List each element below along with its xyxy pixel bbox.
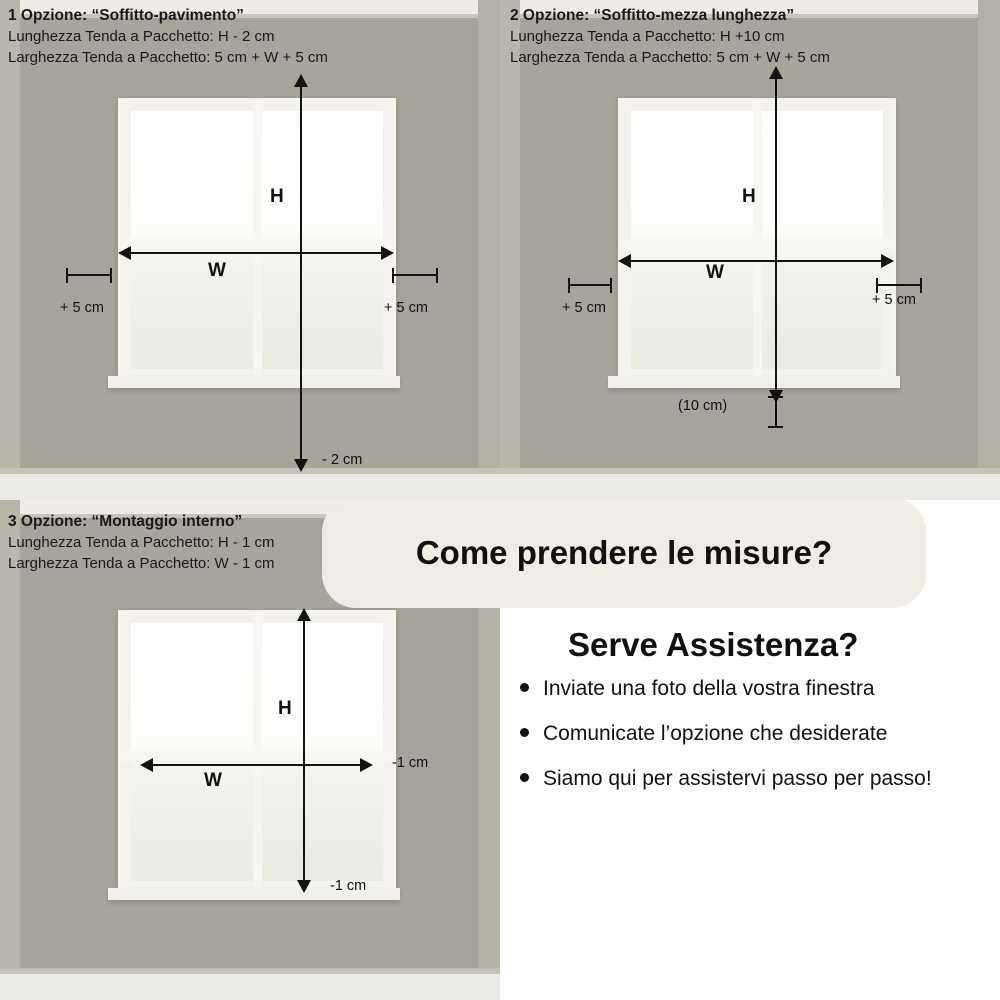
bullet-dot-icon: [520, 773, 529, 782]
p2-right-ext-line: [878, 284, 920, 286]
p1-bottom-ext-label: - 2 cm: [322, 452, 363, 468]
p3-w-line: [150, 764, 362, 766]
p2-w-label: W: [706, 262, 724, 283]
p1-left-ext-label: + 5 cm: [60, 300, 104, 316]
bullet-dot-icon: [520, 683, 529, 692]
p1-w-line: [128, 252, 384, 254]
p2-w-line: [628, 260, 884, 262]
panel-2-title: 2 Opzione: “Soffitto-mezza lunghezza”: [510, 7, 795, 24]
assistance-heading: Serve Assistenza?: [568, 626, 859, 663]
p1-h-arrow-bottom: [294, 459, 308, 472]
list-item-text: Inviate una foto della vostra finestra: [543, 677, 875, 700]
p1-h-line: [300, 84, 302, 462]
window-frame: [118, 610, 396, 894]
p2-right-ext-label: + 5 cm: [872, 292, 916, 308]
measure-question-text: Come prendere le misure?: [415, 534, 833, 571]
p2-right-ext-tick-outer: [920, 278, 922, 293]
baseboard: [0, 474, 500, 500]
window-frame: [118, 98, 396, 382]
assistance-bullet-list: [512, 672, 992, 807]
panel-3-length-line: Lunghezza Tenda a Pacchetto: H - 1 cm: [8, 534, 275, 551]
p3-w-label: W: [204, 770, 222, 791]
wall-right-return: [978, 0, 1000, 500]
p2-bottom-ext-label: (10 cm): [678, 398, 728, 414]
p2-h-line: [775, 76, 777, 392]
panel-2-caption: [510, 6, 996, 68]
window-mullion-horizontal: [621, 239, 893, 250]
panel-1-title: 1 Opzione: “Soffitto-pavimento”: [8, 7, 244, 24]
p3-bottom-ext-label: -1 cm: [330, 878, 367, 894]
p1-w-label: W: [208, 260, 226, 281]
panel-2-length-line: Lunghezza Tenda a Pacchetto: H +10 cm: [510, 28, 785, 45]
baseboard: [0, 974, 500, 1000]
window-mullion-horizontal: [121, 751, 393, 762]
list-item: [512, 672, 992, 705]
p3-right-ext-label: -1 cm: [392, 755, 429, 771]
wall-left-return: [0, 500, 20, 1000]
wall-left-return: [0, 0, 20, 500]
p1-right-ext-label: + 5 cm: [384, 300, 428, 316]
p1-h-label: H: [270, 186, 284, 207]
panel-3-width-line: Larghezza Tenda a Pacchetto: W - 1 cm: [8, 555, 275, 572]
p1-right-ext-tick-outer: [436, 268, 438, 283]
p1-right-ext-line: [394, 274, 436, 276]
list-item: [512, 717, 992, 750]
panel-option-1: [0, 0, 500, 500]
p2-left-ext-tick-inner: [610, 278, 612, 293]
window-sill: [608, 376, 900, 388]
window-mullion-horizontal: [121, 239, 393, 250]
bullet-dot-icon: [520, 728, 529, 737]
wall-right-return: [478, 0, 500, 500]
baseboard: [500, 474, 1000, 500]
p3-h-arrow-bottom: [297, 880, 311, 893]
window-sill: [108, 376, 400, 388]
panel-1-length-line: Lunghezza Tenda a Pacchetto: H - 2 cm: [8, 28, 275, 45]
wall-left-return: [500, 0, 520, 500]
list-item-text: Siamo qui per assistervi passo per passo!: [543, 767, 932, 790]
p3-h-line: [303, 618, 305, 882]
window-frame: [618, 98, 896, 382]
p2-w-arrow-right: [881, 254, 894, 268]
p3-w-arrow-right: [360, 758, 373, 772]
p1-left-ext-line: [68, 274, 110, 276]
p2-bottom-ext-tick-bottom: [768, 426, 783, 428]
panel-1-width-line: Larghezza Tenda a Pacchetto: 5 cm + W + 5 cm: [8, 49, 328, 66]
panel-2-width-line: Larghezza Tenda a Pacchetto: 5 cm + W + 5 cm: [510, 49, 830, 66]
p1-w-arrow-right: [381, 246, 394, 260]
panel-option-2: [500, 0, 1000, 500]
p2-left-ext-line: [570, 284, 612, 286]
p2-h-label: H: [742, 186, 756, 207]
p2-bottom-ext-line: [775, 396, 777, 428]
list-item: [512, 762, 992, 795]
panel-1-caption: [8, 6, 488, 68]
p3-h-label: H: [278, 698, 292, 719]
p2-left-ext-label: + 5 cm: [562, 300, 606, 316]
list-item-text: Comunicate l’opzione che desiderate: [543, 722, 888, 745]
panel-3-title: 3 Opzione: “Montaggio interno”: [8, 513, 243, 530]
measure-question-title: [322, 498, 926, 608]
p1-left-ext-tick-inner: [110, 268, 112, 283]
